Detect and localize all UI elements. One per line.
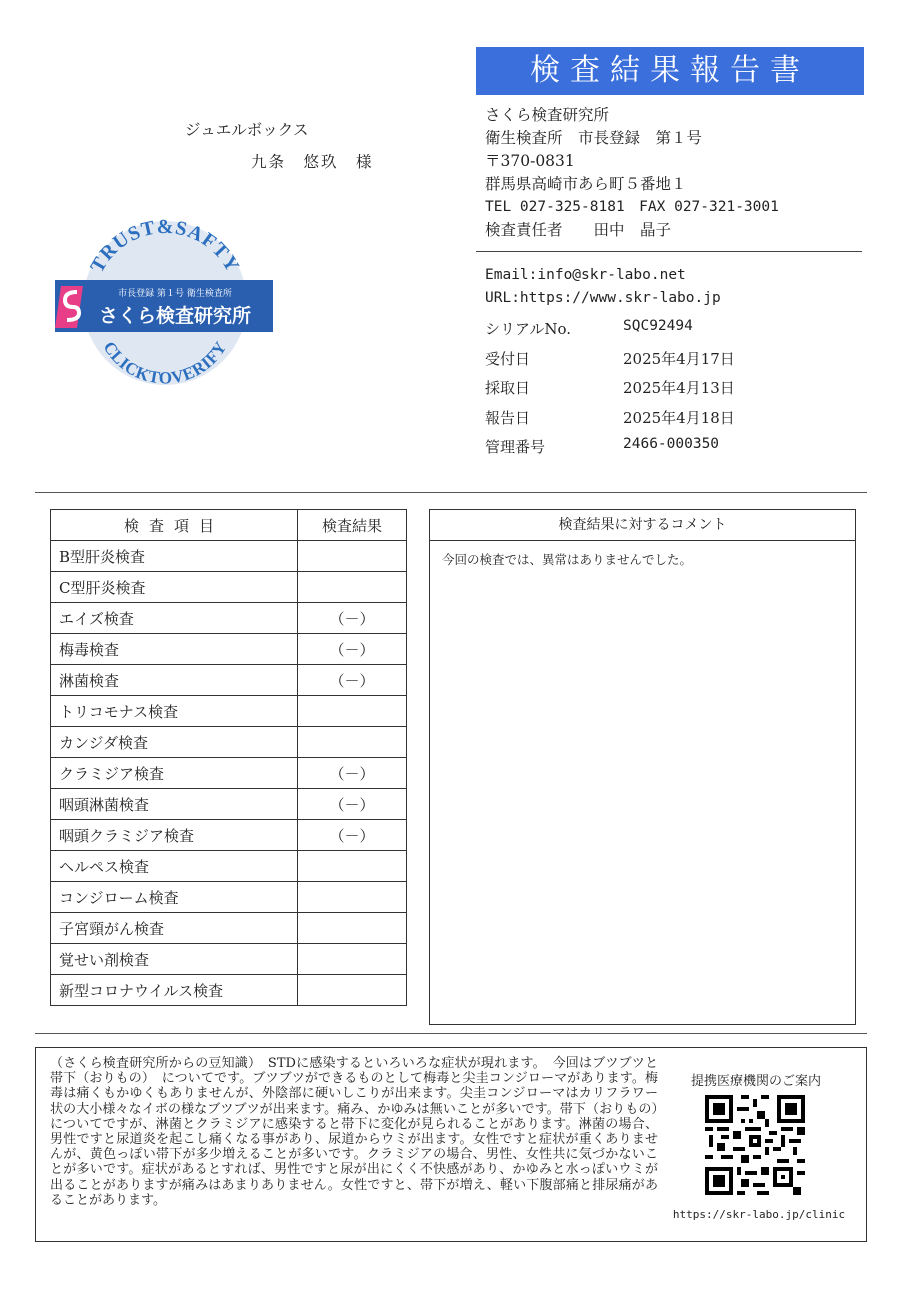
logo-name: さくら検査研究所	[98, 305, 252, 327]
divider	[476, 251, 862, 252]
meta-row	[485, 318, 735, 348]
qr-code-icon[interactable]	[705, 1095, 805, 1195]
logo-registration: 市長登録 第１号 衛生検査所	[118, 289, 232, 299]
test-result	[298, 975, 407, 1006]
test-result: （－）	[298, 758, 407, 789]
table-row	[51, 541, 407, 572]
report-title: 検査結果報告書	[476, 47, 864, 95]
test-item: トリコモナス検査	[51, 696, 298, 727]
table-row	[51, 696, 407, 727]
test-result: （－）	[298, 603, 407, 634]
results-table	[50, 509, 407, 1006]
meta-label: 報告日	[485, 408, 531, 427]
test-item: 覚せい剤検査	[51, 944, 298, 975]
test-result	[298, 882, 407, 913]
test-item: B型肝炎検査	[51, 541, 298, 572]
tips-text: （さくら検査研究所からの豆知識） STDに感染するといろいろな症状が現れます。 今回はブツブツと帯下（おりもの） についてです。ブツブツができるものとして梅毒と尖圭コンジローマがあります。梅毒は痛くもかゆくもありませんが、外陰部に硬いしこりが出来ます。尖圭コンジローマはカリフラワー状の大小様々なイボの様なブツブツが出来ます。痛み、かゆみは無いことが多いです。帯下（おりもの）についてですが、淋菌とクラミジアに感染すると帯下に変化が見られることがあります。淋菌の場合、男性ですと尿道炎を起こし痛くなる事があり、尿道からウミが出ます。女性ですと症状が重くありませんが、黄色っぽい帯下が多少増えることが多いです。クラミジアの場合、男性、女性共に気づかないことが多いです。症状があるとすれば、男性ですと尿が出にくく不快感があり、かゆみと水っぽいウミが出ることがありますが痛みはあまりありません。女性ですと、帯下が増え、軽い下腹部痛と排尿痛があることがあります。	[50, 1056, 658, 1208]
logo-arc-top: TRUST&SAFTY	[86, 218, 244, 277]
lab-contact	[485, 264, 721, 310]
lab-email[interactable]: Email:info@skr-labo.net	[485, 267, 686, 283]
meta-row	[485, 436, 735, 466]
test-item: ヘルペス検査	[51, 851, 298, 882]
meta-value: SQC92494	[623, 318, 693, 334]
test-result: （－）	[298, 789, 407, 820]
table-row	[51, 572, 407, 603]
divider	[35, 492, 867, 493]
table-row	[51, 665, 407, 696]
comment-text: 今回の検査では、異常はありませんでした。	[442, 552, 693, 567]
meta-value: 2466-000350	[623, 436, 720, 452]
meta-label: シリアルNo.	[485, 320, 572, 338]
table-row	[51, 820, 407, 851]
header-result: 検査結果	[298, 510, 407, 541]
test-item: コンジローム検査	[51, 882, 298, 913]
test-result	[298, 944, 407, 975]
test-result	[298, 851, 407, 882]
table-row	[51, 634, 407, 665]
meta-row	[485, 407, 735, 437]
meta-value: 2025年4月13日	[623, 379, 735, 397]
test-item: クラミジア検査	[51, 758, 298, 789]
test-result: （－）	[298, 634, 407, 665]
table-row	[51, 975, 407, 1006]
meta-value: 2025年4月18日	[623, 408, 735, 427]
test-result	[298, 572, 407, 603]
test-item: 子宮頸がん検査	[51, 913, 298, 944]
partner-url[interactable]: https://skr-labo.jp/clinic	[672, 1208, 846, 1221]
meta-label: 受付日	[485, 349, 531, 368]
divider	[35, 1033, 867, 1034]
test-result: （－）	[298, 820, 407, 851]
meta-value: 2025年4月17日	[623, 349, 735, 368]
meta-row	[485, 377, 735, 407]
test-item: エイズ検査	[51, 603, 298, 634]
test-item: C型肝炎検査	[51, 572, 298, 603]
test-result	[298, 541, 407, 572]
lab-registration: 衛生検査所 市長登録 第１号	[485, 129, 703, 147]
test-result	[298, 696, 407, 727]
table-row	[51, 603, 407, 634]
meta-label: 採取日	[485, 379, 531, 397]
addressee-company: ジュエルボックス	[185, 121, 309, 139]
test-result: （－）	[298, 665, 407, 696]
footer-box	[35, 1047, 867, 1242]
partner-title: 提携医療機関のご案内	[690, 1074, 821, 1089]
table-row	[51, 789, 407, 820]
test-item: 咽頭クラミジア検査	[51, 820, 298, 851]
lab-logo[interactable]	[55, 218, 275, 388]
test-item: 淋菌検査	[51, 665, 298, 696]
header-item: 検査項目	[51, 510, 298, 541]
table-row	[51, 851, 407, 882]
meta-row	[485, 348, 735, 378]
logo-arc-bottom: CLICKTOVERIFY	[99, 338, 231, 388]
test-result	[298, 913, 407, 944]
table-row	[51, 882, 407, 913]
table-row	[51, 758, 407, 789]
comment-box	[429, 509, 856, 1025]
addressee-name: 九条 悠玖 様	[251, 153, 374, 171]
table-row	[51, 727, 407, 758]
comment-header: 検査結果に対するコメント	[430, 510, 855, 541]
test-item: カンジダ検査	[51, 727, 298, 758]
report-meta	[485, 318, 735, 466]
test-item: 梅毒検査	[51, 634, 298, 665]
lab-info	[485, 104, 875, 242]
meta-label: 管理番号	[485, 438, 546, 456]
test-item: 咽頭淋菌検査	[51, 789, 298, 820]
lab-address: 群馬県高崎市あら町５番地１	[485, 175, 687, 193]
table-row	[51, 913, 407, 944]
lab-director: 検査責任者 田中 晶子	[485, 221, 672, 239]
test-item: 新型コロナウイルス検査	[51, 975, 298, 1006]
lab-name: さくら検査研究所	[485, 106, 610, 124]
table-header-row	[51, 510, 407, 541]
test-result	[298, 727, 407, 758]
lab-url[interactable]: URL:https://www.skr-labo.jp	[485, 290, 721, 306]
table-row	[51, 944, 407, 975]
lab-phone: TEL 027-325-8181 FAX 027-321-3001	[485, 199, 779, 215]
lab-postal: 〒370-0831	[485, 152, 575, 170]
